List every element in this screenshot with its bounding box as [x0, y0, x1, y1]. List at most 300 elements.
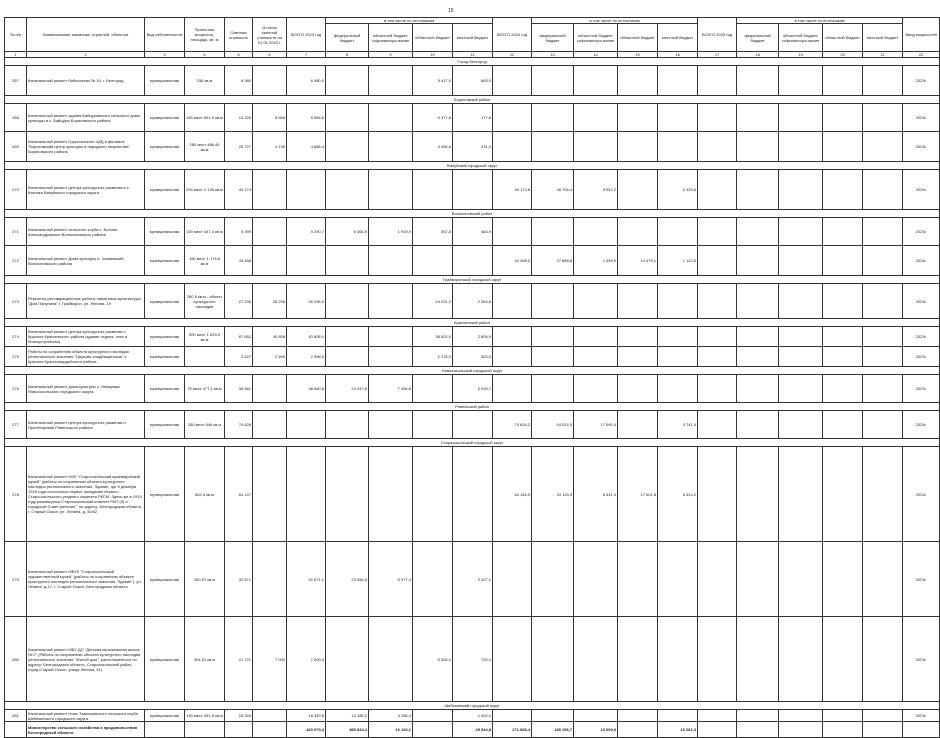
table-cell — [698, 66, 737, 96]
table-cell — [326, 170, 369, 210]
table-cell: 38 002,0 — [413, 327, 453, 347]
table-cell: 2024г. — [903, 246, 940, 276]
table-row — [5, 218, 940, 246]
table-cell — [618, 170, 658, 210]
table-cell — [287, 411, 326, 439]
table-cell: 27 888,8 — [532, 246, 574, 276]
table-cell: 2023г. — [903, 710, 940, 722]
table-cell — [369, 411, 413, 439]
group-header-2025: в том числе по источникам — [737, 18, 903, 24]
table-cell — [574, 327, 618, 347]
table-cell — [532, 375, 574, 403]
table-cell — [618, 132, 658, 162]
table-row — [5, 411, 940, 439]
column-number: 2 — [27, 52, 145, 58]
table-cell — [493, 542, 532, 617]
table-cell: 7 000 — [253, 617, 287, 702]
table-cell — [618, 411, 658, 439]
col-header-cofin-2024: областной бюджет, софинансиро-вание — [574, 24, 618, 52]
table-cell: 38 660,6 — [287, 375, 326, 403]
table-row — [5, 347, 940, 367]
table-cell: 177,8 — [453, 104, 493, 132]
table-cell — [287, 170, 326, 210]
table-cell — [823, 104, 863, 132]
column-number: 15 — [618, 52, 658, 58]
table-cell — [369, 617, 413, 702]
table-cell: 2023г. — [903, 617, 940, 702]
table-cell: муниципальная — [145, 411, 185, 439]
table-cell — [658, 710, 698, 722]
table-cell: 2 207,1 — [453, 542, 493, 617]
group-header-2024: в том числе по источникам — [532, 18, 698, 24]
table-cell: 276 — [5, 375, 27, 403]
table-cell — [413, 710, 453, 722]
table-cell — [618, 617, 658, 702]
table-cell: 269 — [5, 132, 27, 162]
table-cell: 10 609,6 — [574, 722, 618, 738]
table-cell: муниципальная — [145, 542, 185, 617]
table-cell — [779, 447, 823, 542]
table-cell — [253, 246, 287, 276]
table-row — [5, 327, 940, 347]
table-cell: 6 080 — [225, 66, 253, 96]
table-cell: 150 мест 1 176,8 кв.м — [185, 246, 225, 276]
table-cell — [532, 617, 574, 702]
table-cell: муниципальная — [145, 246, 185, 276]
page-number: 15 — [448, 8, 454, 14]
table-cell — [863, 722, 903, 738]
table-cell — [823, 170, 863, 210]
table-cell: 5 377,8 — [413, 104, 453, 132]
col-header-cofin-2023: областной бюджет, софинансиро-вание — [369, 24, 413, 52]
table-cell: 16 103,1 — [369, 722, 413, 738]
table-cell: 2023г. — [903, 218, 940, 246]
table-cell — [574, 284, 618, 319]
col-header-cofin-2025: областной бюджет, софинансиро-вание — [779, 24, 823, 52]
table-cell: 277 — [5, 411, 27, 439]
table-cell: 2023г. — [903, 132, 940, 162]
table-cell — [532, 542, 574, 617]
table-cell: 662,4 кв.м — [185, 447, 225, 542]
table-cell — [698, 710, 737, 722]
table-cell — [493, 104, 532, 132]
col-header-local-2023: местный бюджет — [453, 24, 493, 52]
table-cell — [326, 327, 369, 347]
col-header-remaining: Остаток сметной стоимости на 01.01.2023 г. — [253, 18, 287, 52]
table-cell: 6 080,0 — [287, 66, 326, 96]
table-cell: 5 556 — [253, 104, 287, 132]
table-cell — [493, 218, 532, 246]
table-cell — [658, 104, 698, 132]
table-row — [5, 246, 940, 276]
column-number: 6 — [253, 52, 287, 58]
table-cell — [863, 66, 903, 96]
table-cell — [574, 375, 618, 403]
table-cell: 2023г. — [903, 542, 940, 617]
table-cell: 2023г. — [903, 104, 940, 132]
table-cell: 231,0 — [453, 132, 493, 162]
table-cell — [823, 617, 863, 702]
table-cell — [574, 347, 618, 367]
table-cell — [737, 284, 779, 319]
column-number: 16 — [658, 52, 698, 58]
table-cell — [326, 411, 369, 439]
table-cell — [903, 722, 940, 738]
table-cell: 3 741,4 — [658, 411, 698, 439]
table-cell — [658, 347, 698, 367]
table-cell: 9 042,2 — [574, 170, 618, 210]
section-title: Красненский район — [5, 319, 940, 327]
table-cell: муниципальная — [145, 617, 185, 702]
section-row — [5, 367, 940, 375]
table-cell: 274 — [5, 327, 27, 347]
column-number: 7 — [287, 52, 326, 58]
table-cell — [253, 411, 287, 439]
table-cell — [698, 246, 737, 276]
object-name-cell: Капитальный ремонт МУК "Старооскольский краеведческий музей" (работы по сохранению объекта культурного наследия регионального значения "Здание, где 5 декабря 1918 года состоялось первое заседание первого Старооскольского уездного комитета РКСМ. Здесь же в 1919 году размещался Старооскольский комитет РКП (б) и городской Совет рабочих", по адресу: Белгородская область, г. Старый Оскол, ул. Ленина, д. 50/42 — [27, 447, 145, 542]
table-cell — [493, 375, 532, 403]
table-cell: 16 062,3 — [658, 722, 698, 738]
table-cell — [369, 327, 413, 347]
table-cell: 180 мест 591,0 кв.м — [185, 104, 225, 132]
table-cell: 44 458 — [225, 246, 253, 276]
table-cell: 2023г. — [903, 284, 940, 319]
table-cell — [369, 284, 413, 319]
table-cell: муниципальная — [145, 327, 185, 347]
column-number: 12 — [493, 52, 532, 58]
table-cell: 17 090,4 — [574, 411, 618, 439]
table-row — [5, 447, 940, 542]
table-cell: 4 688,4 — [287, 132, 326, 162]
table-cell: 420 070,3 — [287, 722, 326, 738]
table-cell — [658, 284, 698, 319]
table-cell: 74 626,2 — [493, 411, 532, 439]
table-cell — [369, 246, 413, 276]
table-cell: 26 296 — [253, 284, 287, 319]
table-cell — [369, 132, 413, 162]
table-cell — [863, 327, 903, 347]
column-number: 3 — [145, 52, 185, 58]
table-cell — [737, 375, 779, 403]
table-row — [5, 617, 940, 702]
table-cell — [779, 542, 823, 617]
table-cell: 557,8 — [413, 218, 453, 246]
table-cell — [823, 347, 863, 367]
section-row — [5, 96, 940, 104]
table-cell: 6 300,0 — [413, 617, 453, 702]
table-cell — [287, 246, 326, 276]
table-cell — [823, 284, 863, 319]
column-number: 8 — [326, 52, 369, 58]
col-header-total-2024: ВСЕГО 2024 год — [493, 18, 532, 52]
column-number: 14 — [574, 52, 618, 58]
table-cell — [369, 170, 413, 210]
table-cell — [863, 411, 903, 439]
table-cell: 200 мест 1 136 кв.м — [185, 170, 225, 210]
table-cell — [737, 347, 779, 367]
table-cell — [253, 542, 287, 617]
object-name-cell: Капитальный ремонт центра культурного развития с. Красное Краснинского района (здание отдела, сети и благоустройство) — [27, 327, 145, 347]
object-name-cell: Капитальный ремонт Ново-Таволжанского сельского клуба Шебекинского городского округа — [27, 710, 145, 722]
table-cell — [863, 347, 903, 367]
table-cell — [823, 246, 863, 276]
object-name-cell: Капитальный ремонт МБУ ДО "Детская музыкальная школа № 2" (Работы по сохранению объекта культурного наследия регионального значения "Жилой дом", расположенного по адресу: Белгородская область, Старооскольский район, город Старый Оскол, улица Ленина, 51) — [27, 617, 145, 702]
table-cell: 2 599 — [253, 347, 287, 367]
column-number: 19 — [779, 52, 823, 58]
table-cell: 2023г. — [903, 327, 940, 347]
table-cell — [618, 104, 658, 132]
column-number: 9 — [369, 52, 413, 58]
table-cell: 271 088,4 — [493, 722, 532, 738]
table-cell: муниципальная — [145, 447, 185, 542]
table-cell — [779, 132, 823, 162]
table-cell — [413, 542, 453, 617]
table-cell — [737, 327, 779, 347]
section-title: Старооскольский городской округ — [5, 439, 940, 447]
table-cell — [779, 722, 823, 738]
col-header-total-2025: ВСЕГО 2025 год — [698, 18, 737, 52]
table-cell — [779, 170, 823, 210]
table-cell — [737, 722, 779, 738]
table-cell: 67 652 — [225, 327, 253, 347]
table-cell: 2023г. — [903, 66, 940, 96]
table-cell: 7 494,6 — [369, 375, 413, 403]
table-cell — [618, 66, 658, 96]
table-cell: 2023г. — [903, 347, 940, 367]
section-row — [5, 210, 940, 218]
table-cell — [737, 617, 779, 702]
table-cell: 150 мест 451,8 кв.м — [185, 710, 225, 722]
table-cell: 8 531,3 — [574, 447, 618, 542]
section-title: Город Белгород — [5, 58, 940, 66]
table-cell — [413, 447, 453, 542]
table-cell: 6 614,2 — [658, 447, 698, 542]
table-cell — [823, 447, 863, 542]
col-header-capacity: Проектная мощность, площадь, кв. м — [185, 18, 225, 52]
table-cell — [698, 104, 737, 132]
table-row — [5, 375, 940, 403]
table-cell — [658, 617, 698, 702]
table-cell — [737, 710, 779, 722]
table-cell — [253, 447, 287, 542]
table-cell — [779, 411, 823, 439]
table-cell: 2024г. — [903, 170, 940, 210]
table-cell — [737, 411, 779, 439]
table-cell — [453, 170, 493, 210]
column-number: 18 — [737, 52, 779, 58]
table-cell: 75 мест 477,1 кв.м — [185, 375, 225, 403]
table-cell — [863, 542, 903, 617]
table-cell — [145, 722, 185, 738]
column-number: 13 — [532, 52, 574, 58]
table-cell — [493, 327, 532, 347]
table-cell — [863, 617, 903, 702]
section-title: Волоконовский район — [5, 210, 940, 218]
table-cell — [532, 218, 574, 246]
section-row — [5, 276, 940, 284]
table-row — [5, 710, 940, 722]
table-cell: 2 278,9 — [413, 347, 453, 367]
table-cell: 500 мест 1 833,9 кв.м — [185, 327, 225, 347]
table-cell — [823, 66, 863, 96]
table-cell: 17 001,8 — [618, 447, 658, 542]
column-number: 4 — [185, 52, 225, 58]
column-number: 10 — [413, 52, 453, 58]
table-cell — [253, 710, 287, 722]
table-cell: 278 — [5, 447, 27, 542]
table-cell: 40 808 — [253, 327, 287, 347]
table-cell — [863, 104, 903, 132]
table-cell: 4 496,6 — [413, 132, 453, 162]
table-cell: 5 555,6 — [287, 104, 326, 132]
table-cell: 3 627 — [225, 347, 253, 367]
col-header-total-2023: ВСЕГО 2023 год — [287, 18, 326, 52]
table-cell: 394,81 кв.м — [185, 617, 225, 702]
table-cell: 25 727 — [225, 132, 253, 162]
table-cell — [369, 447, 413, 542]
col-header-num: № п/п — [5, 18, 27, 52]
table-cell — [863, 218, 903, 246]
table-cell — [618, 347, 658, 367]
table-cell — [326, 284, 369, 319]
col-header-commissioning: Ввод мощностей — [903, 18, 940, 52]
section-title: Грайворонский городской округ — [5, 276, 940, 284]
table-cell: 20 115,9 — [532, 447, 574, 542]
table-cell: 2024г. — [903, 447, 940, 542]
table-cell: 273 — [5, 284, 27, 319]
table-cell — [574, 132, 618, 162]
object-name-cell: Капитальный ремонт центра культурного развития в с. Казинка Валуйского городского округа — [27, 170, 145, 210]
table-cell — [5, 722, 27, 738]
table-cell — [698, 347, 737, 367]
table-cell — [779, 327, 823, 347]
object-name-cell: Работы по сохранению объекта культурного наследия регионального значения "Церковь кладбищенская" с. Красное Красногвардейского района — [27, 347, 145, 367]
table-cell — [413, 375, 453, 403]
table-cell — [253, 722, 287, 738]
table-cell — [326, 347, 369, 367]
table-cell: 281 — [5, 710, 27, 722]
table-cell — [863, 447, 903, 542]
table-cell — [698, 411, 737, 439]
table-cell — [823, 327, 863, 347]
table-cell — [618, 327, 658, 347]
table-cell — [453, 447, 493, 542]
table-cell: 54 024,5 — [532, 411, 574, 439]
table-cell — [658, 218, 698, 246]
table-cell: муниципальная — [145, 104, 185, 132]
table-cell — [779, 218, 823, 246]
table-cell — [698, 170, 737, 210]
table-cell — [326, 66, 369, 96]
table-cell: 26 296,0 — [287, 284, 326, 319]
section-row — [5, 162, 940, 170]
col-header-reg-2024: областной бюджет — [618, 24, 658, 52]
table-cell — [453, 411, 493, 439]
table-cell — [574, 542, 618, 617]
table-row — [5, 542, 940, 617]
table-cell — [532, 104, 574, 132]
table-cell — [737, 132, 779, 162]
table-cell — [413, 411, 453, 439]
table-cell — [618, 722, 658, 738]
column-number: 11 — [453, 52, 493, 58]
table-cell: 32 671 — [225, 542, 253, 617]
table-cell — [493, 132, 532, 162]
table-cell: 385 834,4 — [326, 722, 369, 738]
table-cell — [618, 218, 658, 246]
table-cell — [532, 132, 574, 162]
table-cell: 2 806,9 — [453, 327, 493, 347]
table-cell: 7 000,0 — [287, 617, 326, 702]
table-cell — [779, 347, 823, 367]
table-cell — [823, 411, 863, 439]
table-cell — [658, 542, 698, 617]
table-cell — [287, 447, 326, 542]
table-cell — [779, 710, 823, 722]
table-cell — [737, 246, 779, 276]
total-row — [5, 722, 940, 738]
table-cell — [493, 284, 532, 319]
table-cell: 275 — [5, 347, 27, 367]
table-row — [5, 104, 940, 132]
table-cell: 6 365,9 — [326, 218, 369, 246]
table-cell — [493, 347, 532, 367]
table-cell — [532, 66, 574, 96]
col-header-name: Наименование заказчика, отраслей, объектов — [27, 18, 145, 52]
table-cell: муниципальная — [145, 218, 185, 246]
table-cell: 28 706,4 — [532, 170, 574, 210]
table-cell: 4 156,4 — [369, 710, 413, 722]
table-cell — [185, 722, 225, 738]
table-cell: 2 264,8 — [453, 284, 493, 319]
table-cell — [574, 710, 618, 722]
table-cell — [253, 170, 287, 210]
section-title: Новооскольский городской округ — [5, 367, 940, 375]
section-title: Валуйский городской округ — [5, 162, 940, 170]
table-cell — [326, 104, 369, 132]
table-cell — [698, 722, 737, 738]
table-cell: 180 156,7 — [532, 722, 574, 738]
table-cell — [779, 66, 823, 96]
table-cell — [413, 170, 453, 210]
col-header-local-2024: местный бюджет — [658, 24, 698, 52]
table-cell: 13 185,2 — [326, 710, 369, 722]
object-name-cell: Капитальный ремонт центра культурного развития п. Пролетарский Ровеньского района — [27, 411, 145, 439]
table-cell: муниципальная — [145, 284, 185, 319]
table-cell: 23 956,8 — [326, 542, 369, 617]
table-row — [5, 132, 940, 162]
table-cell: 270 — [5, 170, 27, 210]
col-header-ownership: Вид собственности — [145, 18, 185, 52]
col-header-cost: Сметная стоимость — [225, 18, 253, 52]
table-cell: 24 047,8 — [326, 375, 369, 403]
table-cell — [698, 132, 737, 162]
table-cell: 250,97 кв.м — [185, 542, 225, 617]
table-cell: 29 944,8 — [453, 722, 493, 738]
table-cell: 700,0 — [453, 617, 493, 702]
table-body — [5, 58, 940, 738]
table-cell — [737, 104, 779, 132]
column-number: 21 — [863, 52, 903, 58]
table-cell — [779, 104, 823, 132]
table-cell: 6 977,4 — [369, 542, 413, 617]
table-cell — [493, 617, 532, 702]
table-cell: 1 919,9 — [369, 218, 413, 246]
table-cell — [698, 542, 737, 617]
table-row — [5, 170, 940, 210]
table-cell: 40 174 — [225, 170, 253, 210]
table-cell: 2024г. — [903, 411, 940, 439]
